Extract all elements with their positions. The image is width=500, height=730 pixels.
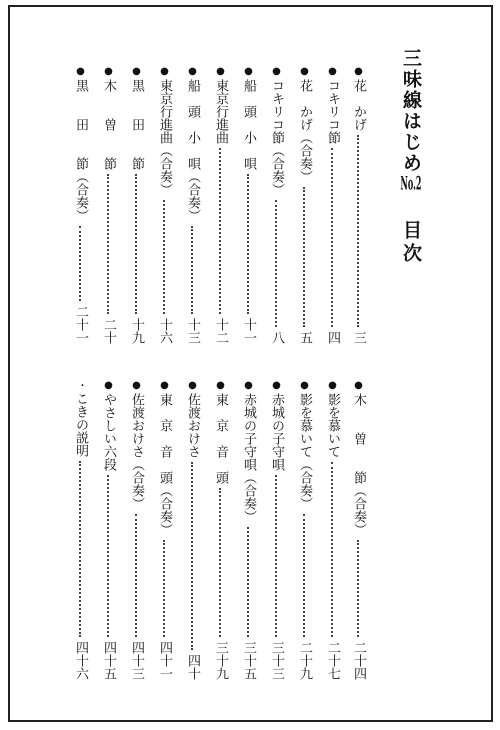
entry-page: 八	[269, 331, 284, 344]
entry-page: 四十五	[101, 641, 116, 680]
entry-page: 五	[297, 331, 312, 344]
entry-page: 四十三	[129, 641, 144, 680]
toc-entry[interactable]	[322, 380, 342, 680]
entry-page: 三	[351, 331, 366, 344]
toc-entry[interactable]	[348, 66, 368, 344]
leader-dots	[107, 174, 109, 314]
leader-dots	[357, 540, 359, 637]
bullet-icon: ●	[243, 66, 254, 77]
leader-dots	[219, 488, 221, 637]
leader-dots	[79, 226, 81, 301]
entry-page: 三十三	[269, 641, 284, 680]
entry-title: 船 頭 小 唄（合奏）	[185, 79, 200, 222]
bullet-icon: ●	[215, 380, 226, 391]
entry-title: 花 かげ	[351, 79, 366, 131]
book-title-number: No.2	[400, 174, 422, 193]
leader-dots	[247, 174, 249, 314]
toc-entry[interactable]	[294, 66, 314, 344]
toc-entry[interactable]	[238, 66, 258, 344]
entry-title: 赤城の子守唄（合奏）	[241, 393, 256, 523]
leader-dots	[135, 514, 137, 637]
toc-entry[interactable]	[322, 66, 342, 344]
bullet-icon: ●	[327, 380, 338, 391]
toc-entry[interactable]	[154, 66, 174, 344]
bullet-icon: ●	[353, 66, 364, 77]
entry-page: 二十	[101, 318, 116, 344]
entry-title: 佐渡おけさ	[185, 393, 200, 458]
bullet-icon: ●	[75, 66, 86, 77]
bullet-icon: ●	[353, 380, 364, 391]
bullet-icon: ●	[243, 380, 254, 391]
bullet-icon: ●	[187, 380, 198, 391]
toc-entry[interactable]	[266, 380, 286, 680]
toc-entry[interactable]	[266, 66, 286, 344]
bullet-icon: ●	[271, 66, 282, 77]
bullet-icon: ●	[159, 380, 170, 391]
entry-page: 四十六	[73, 641, 88, 680]
entry-title: こきの説明	[73, 392, 88, 457]
contents-heading: 目次	[400, 220, 422, 266]
leader-dots	[303, 187, 305, 327]
bullet-icon: ●	[103, 380, 114, 391]
entry-page: 十九	[129, 318, 144, 344]
leader-dots	[357, 135, 359, 327]
bullet-icon: ●	[187, 66, 198, 77]
leader-dots	[247, 527, 249, 637]
leader-dots	[275, 475, 277, 637]
toc-entry[interactable]	[182, 66, 202, 344]
bullet-icon: ●	[215, 66, 226, 77]
toc-entry[interactable]	[98, 66, 118, 344]
entry-title: 東 京 音 頭（合奏）	[157, 393, 172, 536]
bullet-icon: ●	[103, 66, 114, 77]
toc-entry[interactable]	[98, 380, 118, 680]
bullet-icon: ●	[299, 66, 310, 77]
toc-entry[interactable]	[294, 380, 314, 680]
entry-page: 三十九	[213, 641, 228, 680]
toc-entry[interactable]	[182, 380, 202, 680]
entry-title: 影を慕いて（合奏）	[297, 393, 312, 510]
leader-dots	[107, 475, 109, 637]
toc-entry[interactable]	[126, 380, 146, 680]
entry-title: 影を慕いて	[325, 393, 340, 458]
entry-title: やさしい六段	[101, 393, 116, 471]
entry-title: 木 曽 節（合奏）	[351, 393, 366, 536]
bullet-icon: ●	[299, 380, 310, 391]
leader-dots	[191, 462, 193, 650]
entry-page: 四十一	[157, 641, 172, 680]
bullet-icon: ・	[75, 380, 86, 390]
toc-entry[interactable]	[210, 380, 230, 680]
toc-entry[interactable]	[348, 380, 368, 680]
entry-title: 東 京 音 頭	[213, 393, 228, 484]
entry-title: 黒 田 節	[129, 79, 144, 170]
entry-page: 十六	[157, 318, 172, 344]
entry-title: コキリコ節（合奏）	[269, 79, 284, 196]
leader-dots	[135, 174, 137, 314]
toc-entry[interactable]	[154, 380, 174, 680]
book-title-text: 三味線はじめ	[400, 48, 422, 174]
entry-title: 東京行進曲（合奏）	[157, 79, 172, 196]
entry-page: 三十五	[241, 641, 256, 680]
leader-dots	[331, 148, 333, 327]
entry-page: 十二	[213, 318, 228, 344]
leader-dots	[163, 200, 165, 314]
entry-title: コキリコ節	[325, 79, 340, 144]
entry-title: 赤城の子守唄	[269, 393, 284, 471]
leader-dots	[79, 461, 81, 637]
book-title	[396, 48, 426, 193]
toc-entry[interactable]	[210, 66, 230, 344]
bullet-icon: ●	[131, 380, 142, 391]
toc-entry[interactable]	[70, 66, 90, 344]
leader-dots	[219, 148, 221, 314]
entry-page: 四十	[185, 654, 200, 680]
toc-entry[interactable]	[238, 380, 258, 680]
entry-title: 佐渡おけさ（合奏）	[129, 393, 144, 510]
leader-dots	[191, 226, 193, 314]
entry-page: 二十一	[73, 305, 88, 344]
toc-entry[interactable]	[126, 66, 146, 344]
bullet-icon: ●	[159, 66, 170, 77]
entry-page: 十三	[185, 318, 200, 344]
bullet-icon: ●	[327, 66, 338, 77]
entry-page: 二十四	[351, 641, 366, 680]
leader-dots	[275, 200, 277, 327]
leader-dots	[303, 514, 305, 637]
toc-entry[interactable]	[70, 380, 90, 680]
leader-dots	[163, 540, 165, 637]
entry-title: 花 かげ（合奏）	[297, 79, 312, 183]
entry-page: 二十九	[297, 641, 312, 680]
entry-title: 黒 田 節（合奏）	[73, 79, 88, 222]
bullet-icon: ●	[131, 66, 142, 77]
bullet-icon: ●	[271, 380, 282, 391]
entry-page: 二十七	[325, 641, 340, 680]
entry-title: 東京行進曲	[213, 79, 228, 144]
entry-page: 四	[325, 331, 340, 344]
entry-page: 十一	[241, 318, 256, 344]
leader-dots	[331, 462, 333, 637]
entry-title: 木 曽 節	[101, 79, 116, 170]
entry-title: 船 頭 小 唄	[241, 79, 256, 170]
